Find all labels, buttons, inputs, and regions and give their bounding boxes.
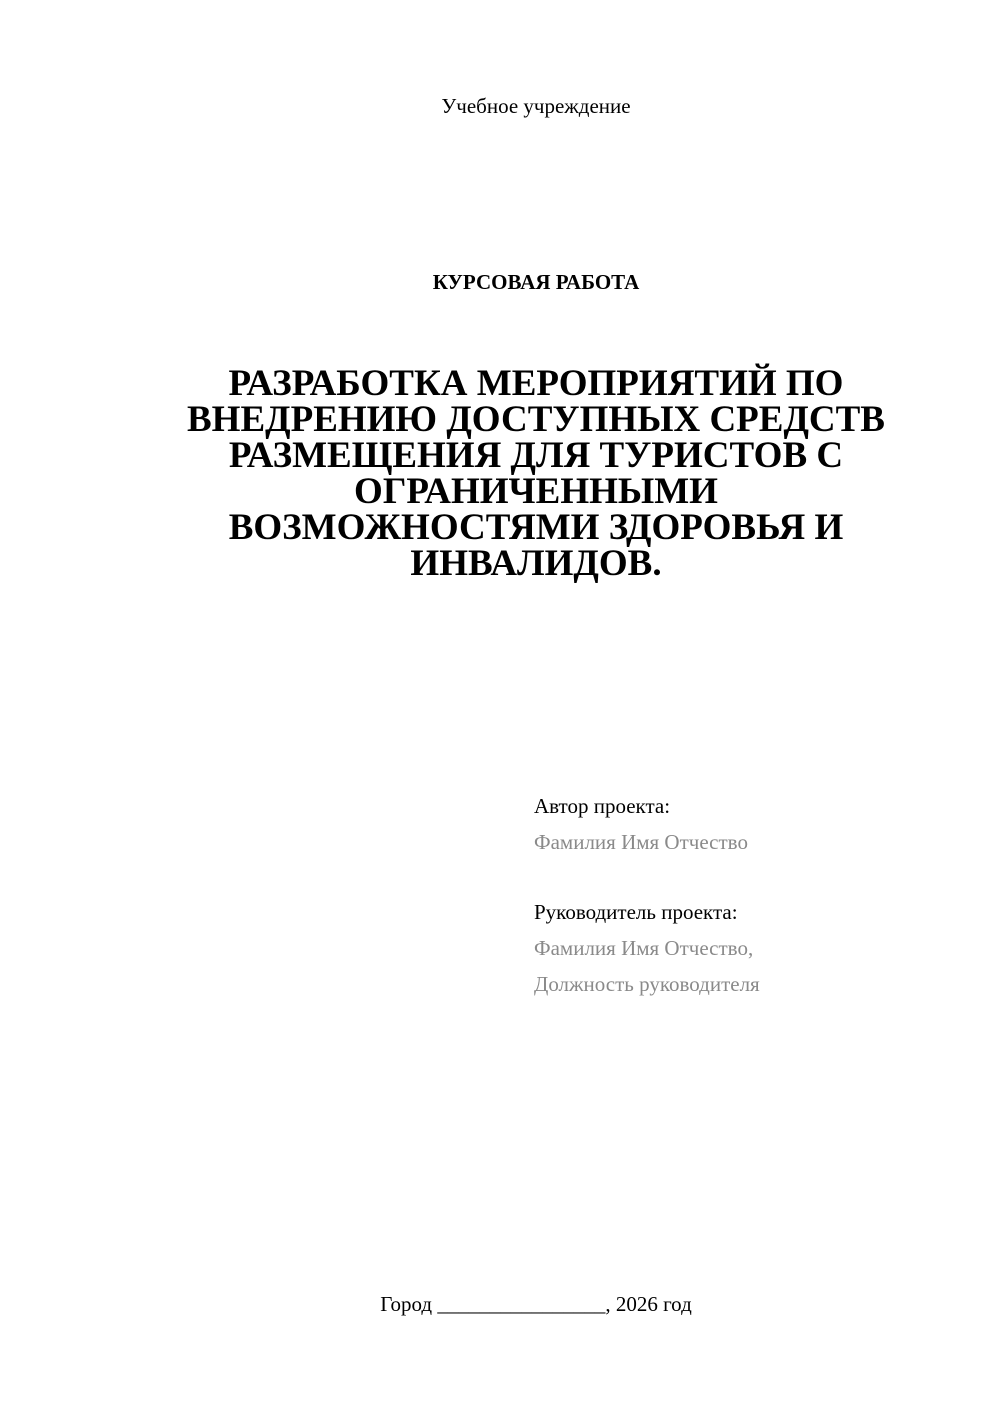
title-line: РАЗМЕЩЕНИЯ ДЛЯ ТУРИСТОВ С	[228, 435, 844, 476]
supervisor-name: Фамилия Имя Отчество,	[534, 936, 754, 960]
title-line: ВОЗМОЖНОСТЯМИ ЗДОРОВЬЯ И	[228, 507, 844, 548]
document-title	[160, 363, 912, 584]
author-label: Автор проекта:	[534, 794, 671, 818]
supervisor-position: Должность руководителя	[534, 972, 760, 996]
credits-block	[534, 788, 974, 1002]
title-line: ИНВАЛИДОВ.	[410, 543, 662, 584]
title-line: РАЗРАБОТКА МЕРОПРИЯТИЙ ПО	[228, 363, 844, 404]
document-type: КУРСОВАЯ РАБОТА	[432, 270, 640, 294]
title-line: ОГРАНИЧЕННЫМИ	[354, 471, 718, 512]
city-year-line: Город ________________, 2026 год	[380, 1292, 692, 1316]
author-name: Фамилия Имя Отчество	[534, 830, 748, 854]
spacer	[534, 860, 974, 894]
institution-name: Учебное учреждение	[441, 94, 631, 118]
title-line: ВНЕДРЕНИЮ ДОСТУПНЫХ СРЕДСТВ	[187, 399, 885, 440]
supervisor-label: Руководитель проекта:	[534, 900, 738, 924]
